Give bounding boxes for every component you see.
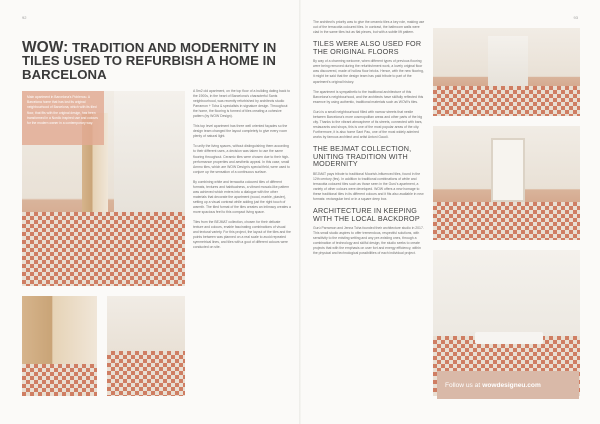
section-title-architecture: ARCHITECTURE IN KEEPING WITH THE LOCAL BACKDROP	[313, 206, 420, 223]
intro-paragraph: The architect's priority was to give the ceramic tiles a key role, making use out of the terracotta coloured tiles. In contrast, the bathroom walls were clad in the same tiles but as flat pieces, but with a subtle lift pattern.	[313, 20, 425, 35]
page-number-left: 92	[22, 15, 27, 20]
headline-bold: WOW:	[22, 39, 69, 56]
headline	[22, 41, 292, 81]
body-paragraph: A 5m2 old apartment, on the top floor of a building dating back to the 1900s, in the heart of Barcelona's characterful Sants neighbourhood, was recently refurbished by architects studio Parramon + Toha & specialists in signature design. Throughout the home, the flooring is formed of tiles creating a cohesive pattern (by WOW Design).	[193, 89, 291, 119]
photo-corridor	[107, 296, 185, 396]
photo-living-room	[433, 28, 580, 116]
section-title-original-floors: TILES WERE ALSO USED FOR THE ORIGINAL FLOORS	[313, 39, 422, 56]
body-column-left	[193, 89, 291, 399]
follow-link[interactable]: wowdesigneu.com	[482, 381, 541, 389]
body-paragraph: By way of a charming welcome, when different types of previous flooring were being removed during the refurbishment work, a lovely original floor was discovered, made of hollow floor bricks. Hence, with the new flooring, it might be said that the design team has paid tribute to part of the apartment's original history.	[313, 59, 424, 84]
page-number-right: 93	[573, 15, 578, 20]
body-paragraph: Tiles from the BEJMAT collection, chosen for their delicate texture and colours, enable fascinating combinations of visual and textural variety. For this project, the layout of the tiles and the points between was planned on a real scale to avoid repeated symmetrical lines, and tiles with a gout of different colours were conducted on site.	[193, 220, 291, 250]
body-paragraph: The apartment is sympathetic to the traditional architecture of this Barcelona's neighbourhood, and the architects have skilfully reflected this essence by using authentic, traditional materials such as WOW's tiles.	[313, 89, 424, 104]
body-paragraph: To unify the living spaces, without distinguishing them according to their different uses, a decision was taken to use the same flooring throughout. Ceramic tiles were chosen due to their high-performance properties and aesthetic appeal. In this case, small Ammo tiles, which are WOW Design's special field, were used to conjure up the sensation of a continuous surface.	[193, 144, 290, 174]
headline-rest: TRADITION AND MODERNITY IN TILES USED TO REFURBISH A HOME IN BARCELONA	[22, 40, 277, 82]
body-column-right	[313, 20, 426, 404]
body-paragraph: By combining white and terracotta coloured tiles of different formats, textures and habitualness, a vibrant mosaic-like pattern was achieved which enters into a dialogue with the other materials that decorate the apartment (wood, marble, plaster), setting up a visual contrast while adding just the right touch of warmth. The tiled format of the tiles creates an intimacy creates a more spacious feel to this compact living space.	[193, 179, 291, 214]
body-paragraph: Gurú Parramon and Jenna Toha founded their architecture studio in 2017. This small studio aspires to offer tremendous, respectful solutions, with sensitivity to the existing setting and any pre-existing ones, through a combination of technology and skilful design, the studio seeks to create projects that with the emphasis on user fort and energy efficiency, within the physical and technological possibilities of each individual project.	[313, 226, 424, 256]
photo-caption-text: Main apartment in Barcelona's Poblenou. A Barcelona home that has lost its original neighbourhood of Barcelona, which with its tiled floor, that fits with the original design, has been transformed in a Nordic inspired use and colours for the modern owner in a contemporary way.	[27, 95, 98, 126]
photo-shelves	[22, 296, 97, 396]
follow-prefix: Follow us at	[445, 381, 481, 389]
photo-caption	[22, 91, 104, 145]
body-paragraph: BEJMAT pays tribute to traditional Moorish-influenced tiles, found in the 12th century (fes). In addition to traditional combinations of white and terracotta coloured tiles such as those seen in the Gurú's apartment, a variety of other colours were developed. WOW offers a new homage to these traditional tiles in its different colours and it fits also available in new formats: rectangular bed or in a square deep box.	[313, 171, 424, 201]
body-paragraph: Gurú is a small neighbourhood filled with narrow streets that nestle between Barcelona's more cosmopolitan areas and other parts of the big city. Thanks to the vibrant atmosphere of its streets, connected with bars, restaurants and shops, this is one of the most popular areas of the city. Furthermore, it is also home Sant Pau, one of the most widely admired works by famous architect and artist Antoni Gaudí.	[313, 109, 423, 139]
follow-us-banner[interactable]	[437, 371, 579, 399]
body-paragraph: This top level apartment has three well oriented façades so the design team changed the layout completely to give every room plenty of natural light.	[193, 124, 288, 139]
photo-balcony-door	[433, 126, 580, 240]
section-title-bejmat: THE BEJMAT COLLECTION, UNITING TRADITION WITH MODERNITY	[313, 143, 412, 169]
